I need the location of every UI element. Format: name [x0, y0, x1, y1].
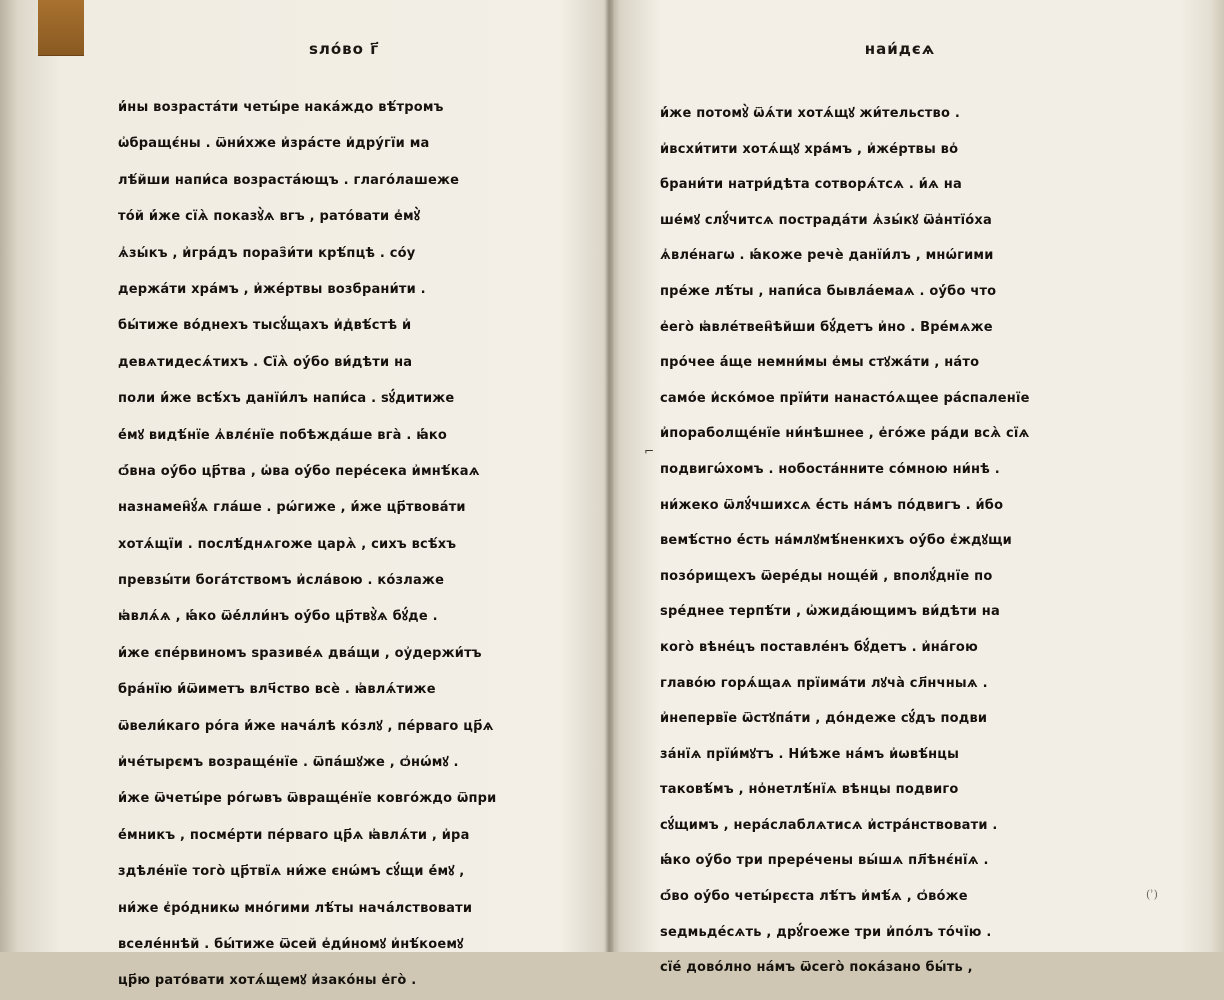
text-line: е҆его̀ ꙗ҆вле́твен҄ѣйши бꙋ́детъ и҆но . Вре́мѧже	[660, 319, 993, 335]
text-line: ѻ҆́вна оу҆́бо цр҃тва , ѡ҆ва оу҆́бо пере́сека и҆мнѣ́каѧ	[118, 463, 480, 479]
text-line: ше́мꙋ слꙋ́читсѧ пострада́ти ѧ҆зы́кꙋ ѿа҆нтїо́ха	[660, 212, 992, 228]
text-line: то́й и҆́же сїѧ̀ показꙋ̀ѧ вгъ , рато́вати е҆мꙋ̀	[118, 209, 421, 225]
text-line: здѣле́нїе того̀ цр҃твїѧ ни́же єнѡ́мъ сꙋ́щи е҆́мꙋ ,	[118, 864, 465, 880]
text-line: девѧтидесѧ́тихъ . Сїѧ̀ оу҆́бо ви́дѣти на	[118, 354, 413, 370]
left-page-header: ѕло́во г҃	[308, 40, 380, 58]
text-line: ѻ҆́во оу҆́бо четы́рєста лѣ́тъ и҆мѣ́ѧ , ѻ҆во́же	[660, 889, 968, 905]
text-line: за́нїѧ прїи́мꙋтъ . Ни́ѣже на́мъ и҆ѡвѣ́нцы	[660, 746, 960, 762]
text-line: таковѣ́мъ , но҆нетлѣ́нїѧ вѣнцы подвиго	[660, 782, 959, 798]
text-line: позо́рищехъ ѿере́ды ноще́й , вполꙋ́днїе по	[660, 568, 993, 584]
text-line: и҆всхи́тити хотѧ́щꙋ хра́мъ , и҆же́ртвы во҆	[660, 141, 959, 157]
text-line: ꙗ҆влѧ́ѧ , ꙗ҆́ко ѿе҆́лли́нъ оу҆́бо цр҃твꙋ̀ѧ бꙋ́де .	[118, 609, 438, 625]
text-line: лѣ́йши напи́са возраста́ющъ . глаго́лашеже	[118, 172, 460, 188]
text-line: ѧ҆зы́къ , и҆гра́дъ пораз҄и́ти крѣ́пцѣ . со́у	[118, 245, 416, 261]
text-line: бра́нїю и҆́ѿиметъ влч҃ство всѐ . ꙗ҆влѧ́тиже	[118, 682, 436, 698]
text-line: ѡ҆бращє́ны . ѿни́хже и҆зра́сте и҆дру́гїи ма	[118, 136, 430, 152]
left-page-text	[118, 90, 586, 1000]
text-line: само́е и҆ско́мое прїи́ти нанасто́ѧщее ра́спаленїе	[660, 390, 1030, 406]
text-line: подвигѡ́хомъ . нобоста́нните со́мною ни́нѣ .	[660, 461, 1000, 477]
text-line: ꙗ҆́ко оу҆́бо три прере́чены вы́шѧ пл҃ѣнє́нїѧ .	[660, 853, 989, 869]
text-line: цр҃ю рато́вати хотѧ́щемꙋ и҆зако́ны е҆го̀ .	[118, 973, 417, 989]
text-line: ни́жеко ѿлꙋ́чшихсѧ е҆́сть на́мъ по́двигъ . и҆́бо	[660, 497, 1004, 513]
book-gutter	[604, 0, 614, 952]
text-line: и҆́же єпе́рвиномъ ѕразиве́ѧ два́щи , оу҆держи́тъ	[118, 645, 482, 661]
right-page-text	[660, 96, 1116, 986]
text-line: ѿвели́каго ро́га и҆́же нача́лѣ ко́злꙋ , пе́рваго цр҃ѧ	[118, 718, 494, 734]
text-line: главо́ю горѧ́щаѧ прїима́ти лꙋча̀ сл҃нчныѧ .	[660, 675, 988, 691]
text-line: брани́ти натри́дѣта сотворѧ́тсѧ . и҆́ѧ на	[660, 177, 962, 193]
text-line: кого̀ вѣне́цъ поставле́нъ бꙋ́детъ . и҆на́гою	[660, 639, 978, 655]
text-line: сїе́ дово́лно на́мъ ѿсего̀ пока́зано бы́ть ,	[660, 960, 973, 976]
text-line: поли и҆́же всѣ́хъ данїи́лъ напи́са . ѕꙋ́дитиже	[118, 391, 455, 407]
text-line: сꙋ́щимъ , нера́слаблѧтисѧ и҆стра́нствовати .	[660, 817, 998, 833]
text-line: ѕедмьде́сѧть , дрꙋ́гоеже три и҆по́лъ то́чїю .	[660, 924, 992, 940]
right-page-header: наи́дєѧ	[864, 40, 936, 58]
text-line: вселе́ннѣй . бы́тиже ѿсей е҆ди́номꙋ и҆нѣ́коемꙋ	[118, 936, 464, 952]
text-line: ѕре́днее терпѣ́ти , ѡ҆жида́ющимъ ви́дѣти на	[660, 604, 1000, 620]
left-page	[118, 0, 586, 989]
text-line: ни́же є҆ро́дникѡ мно́гими лѣ́ты нача́лствовати	[118, 900, 473, 916]
text-line: и҆непервїе ѿстꙋпа́ти , до́ндеже сꙋ́дъ подви	[660, 711, 988, 727]
text-line: ѧ҆вле́нагѡ . ꙗ҆́коже речѐ данїи́лъ , мнѡ́гими	[660, 248, 994, 264]
text-line: про́чее а҆́ще немни́мы е҆мы стꙋжа́ти , на́то	[660, 355, 980, 371]
text-line: и҆́ны возраста́ти четы́ре нака́ждо вѣ́тромъ	[118, 100, 444, 115]
text-line: и҆́же ѿчеты́ре ро́гѡвъ ѿвраще́нїе ковго́ждо ѿпри	[118, 791, 497, 807]
text-line: и҆че́тырємъ возраще́нїе . ѿпа́шꙋже , ѻ҆нѡ́мꙋ .	[118, 755, 459, 771]
text-line: держа́ти хра́мъ , и҆же́ртвы возбрани́ти .	[118, 281, 426, 297]
text-line: и҆́же потомꙋ̀ ѿѧ́ти хотѧ́щꙋ жи́тельство .	[660, 106, 960, 121]
right-page	[660, 0, 1116, 976]
text-line: и҆пораболще́нїе ни́нѣшнее , е҆го́же ра́ди всѧ̀ сїѧ	[660, 426, 1030, 442]
margin-mark: ⌐	[644, 444, 655, 458]
text-line: бы́тиже во́днехъ тысꙋ́щахъ и҆д҆вѣ́стѣ и҆	[118, 318, 412, 334]
text-line: хотѧ́щїи . послѣ́днѧгоже царѧ̀ , сихъ всѣ́хъ	[118, 536, 457, 552]
text-line: е҆́мникъ , посме́рти пе́рваго цр҃ѧ ꙗ҆влѧ́ти , и҆ра	[118, 827, 470, 843]
text-line: вемѣ́стно е҆́сть на́млꙋмѣ́ненкихъ оу҆́бо є҆ждꙋщи	[660, 533, 1012, 549]
text-line: е҆́мꙋ видѣ́нїе ѧ҆влє́нїе побѣжда́ше вга̀ . ꙗ҆́ко	[118, 427, 448, 443]
text-line: пре́же лѣ́ты , напи́са бывла́емаѧ . оу҆́бо что	[660, 283, 997, 299]
text-line: назнамен҄ꙋ́ѧ гла́ше . рѡ́гиже , и҆́же цр҃твова́ти	[118, 500, 466, 516]
bookmark-tab	[38, 0, 84, 56]
text-line: превзы́ти бога́тствомъ и҆сла́вою . ко́злаже	[118, 573, 445, 589]
folio-mark: (ʾ)	[1146, 888, 1158, 901]
